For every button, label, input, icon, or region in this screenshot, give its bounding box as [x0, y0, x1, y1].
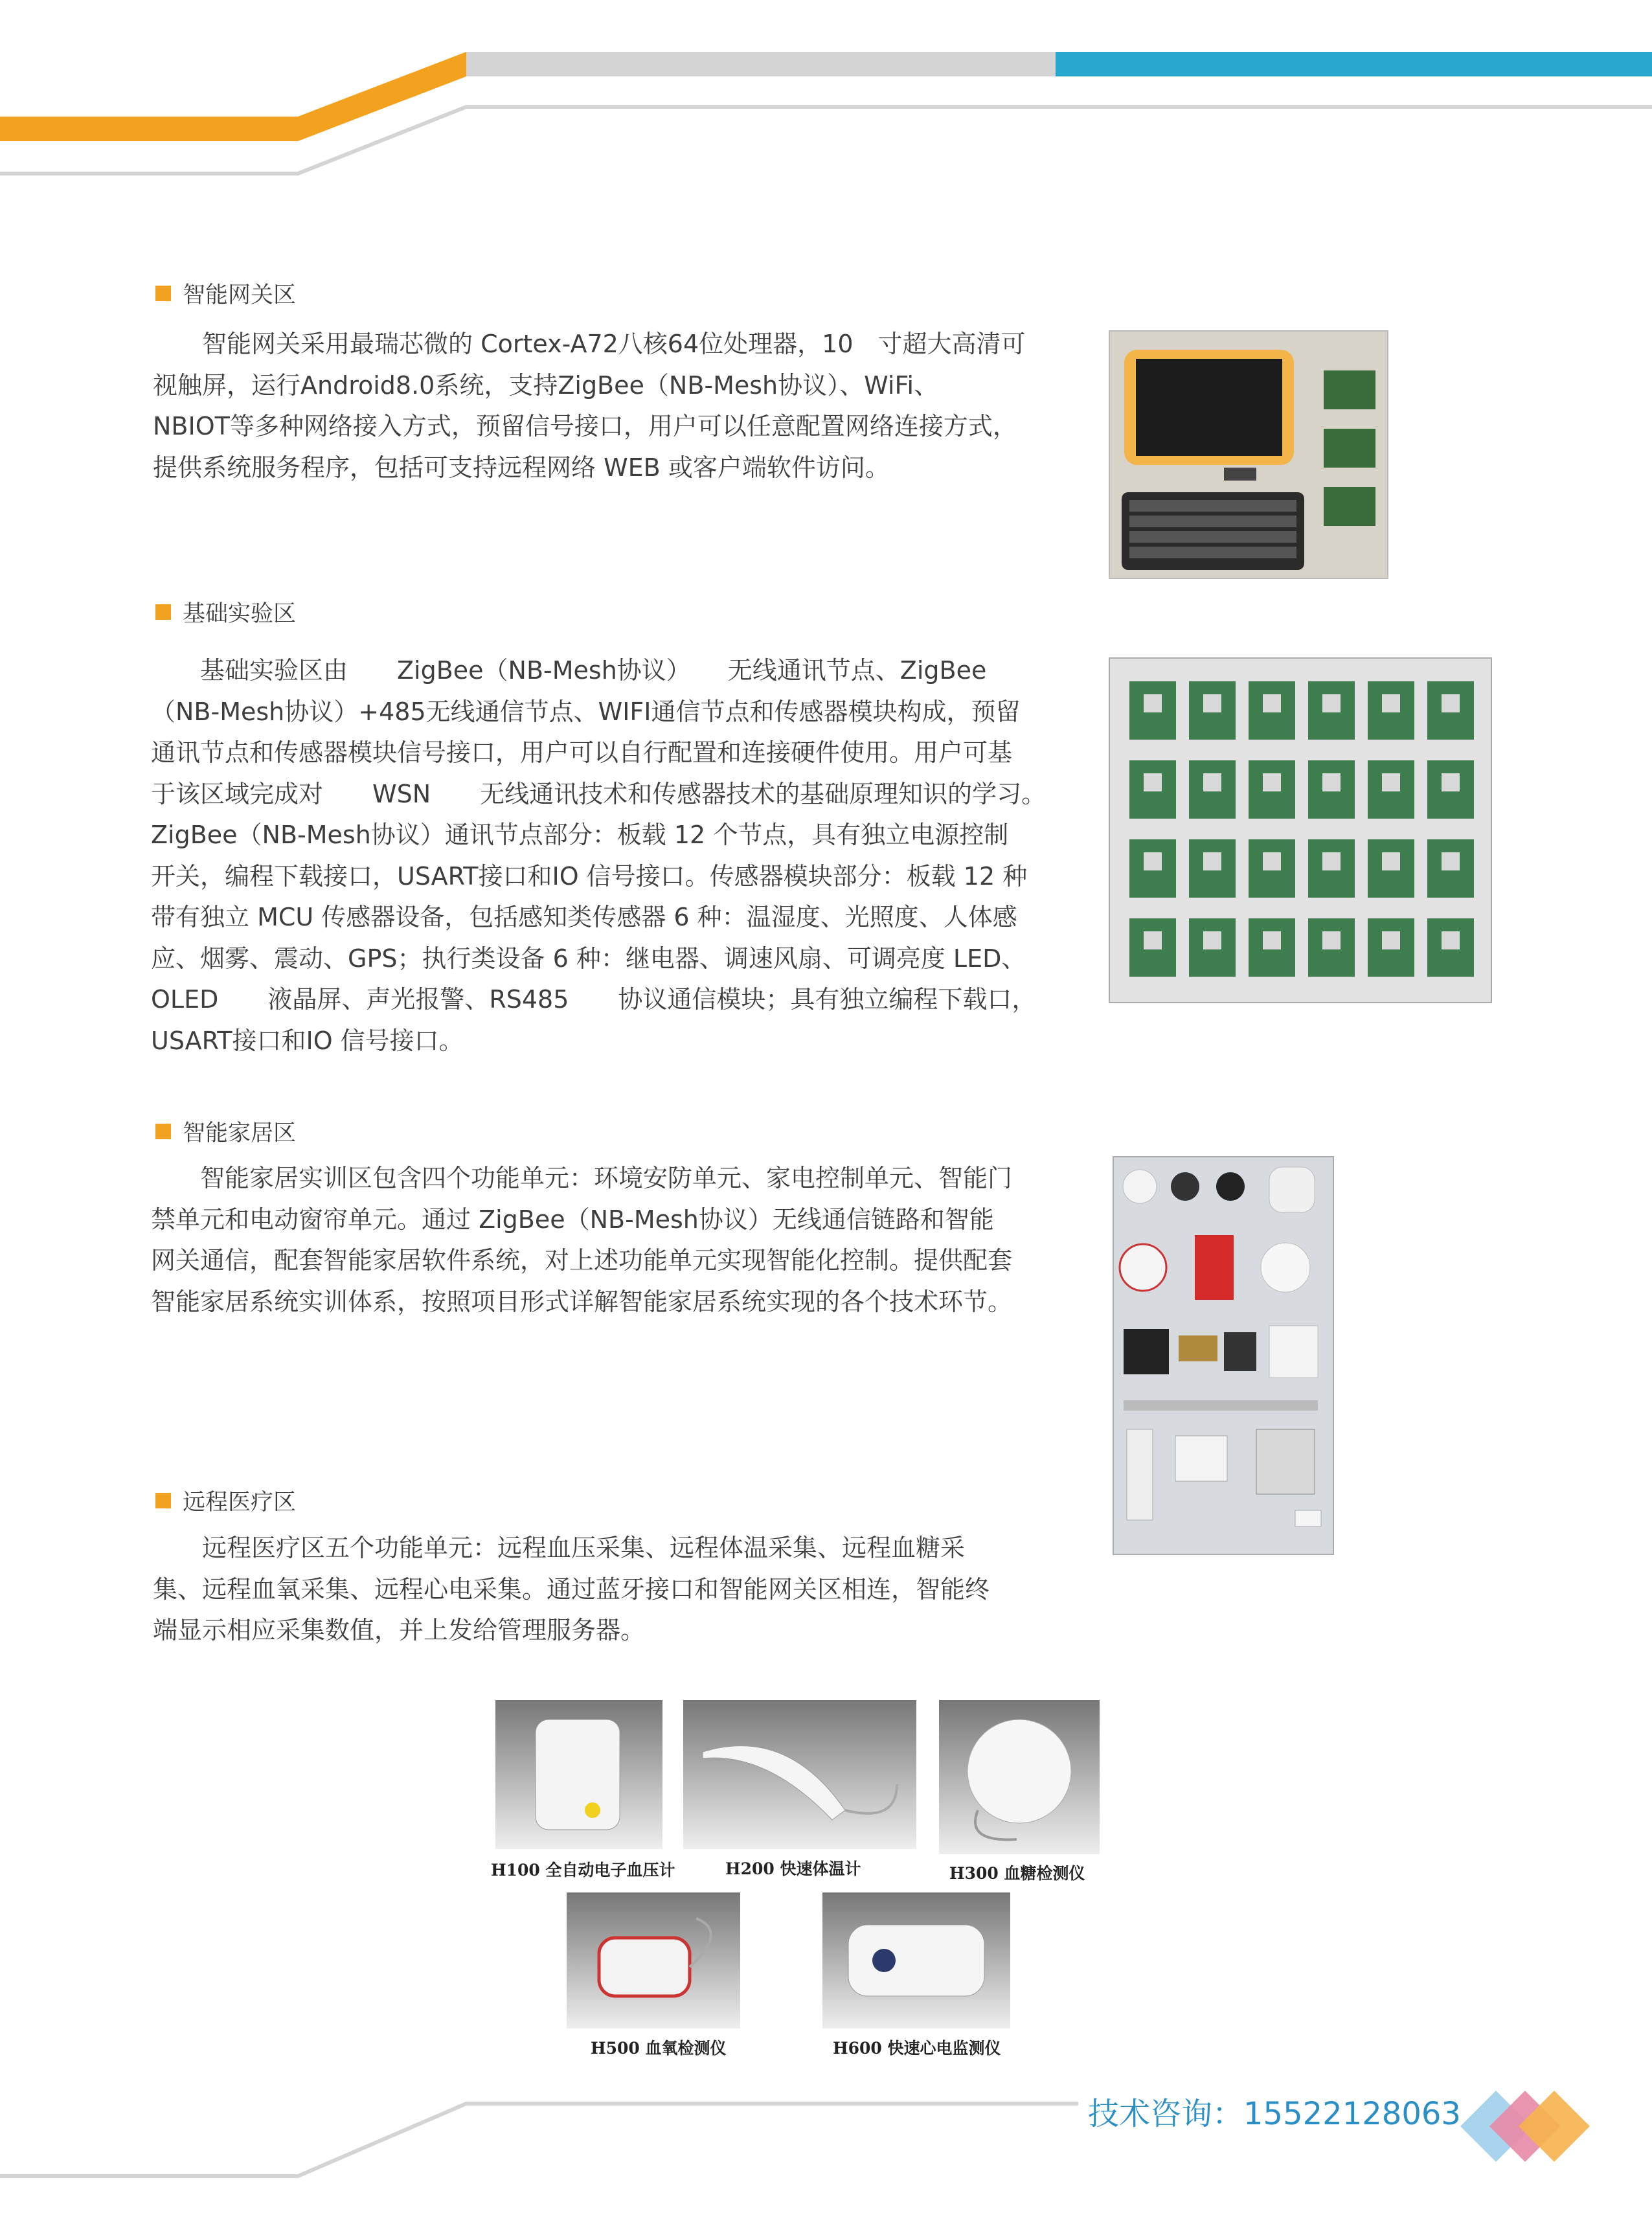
bullet-square-icon: [155, 286, 171, 301]
device-photo-h600: [822, 1892, 1010, 2028]
lab-module-sensor: [1144, 773, 1162, 791]
lab-module-sensor: [1322, 852, 1341, 870]
lab-module-sensor: [1263, 773, 1281, 791]
lab-module-sensor: [1322, 931, 1341, 949]
smart-home-photo: [1113, 1156, 1334, 1555]
lab-module-sensor: [1382, 852, 1400, 870]
lab-module-sensor: [1442, 931, 1460, 949]
device-caption-h300: H300 血糖检测仪: [949, 1864, 1085, 1883]
section-text-telemedicine: 远程医疗区五个功能单元：远程血压采集、远程体温采集、远程血糖采 集、远程血氧采集、远程心电采集。通过蓝牙接口和智能网关区相连，智能终 端显示相应采集数值，并上发给管理服务器。: [153, 1534, 990, 1644]
lab-module-sensor: [1322, 694, 1341, 712]
lab-module-sensor: [1442, 852, 1460, 870]
header-decoration: [0, 0, 1652, 188]
lab-module-sensor: [1382, 931, 1400, 949]
section-text-smart-home: 智能家居实训区包含四个功能单元：环境安防单元、家电控制单元、智能门 禁单元和电动窗帘单元。通过 ZigBee（NB-Mesh协议）无线通信链路和智能 网关通信，配套智能家居软件系统，对上述功能单元实现智能化控制。提供配套 智能家居系统实训体系，按照项目形式详解智能家居系统实现的各个技术环节。: [151, 1164, 1013, 1316]
device-photo-h300: [939, 1700, 1100, 1854]
lab-module-sensor: [1382, 773, 1400, 791]
lab-module-sensor: [1263, 852, 1281, 870]
device-caption-h600: H600 快速心电监测仪: [833, 2039, 1001, 2058]
lab-module-sensor: [1203, 773, 1221, 791]
lab-module-sensor: [1382, 694, 1400, 712]
lab-module-sensor: [1263, 931, 1281, 949]
device-caption-h100: H100 全自动电子血压计: [491, 1861, 675, 1880]
lab-module-sensor: [1322, 773, 1341, 791]
bullet-square-icon: [155, 1124, 171, 1139]
lab-module-sensor: [1144, 694, 1162, 712]
section-text-gateway: 智能网关采用最瑞芯微的 Cortex-A72八核64位处理器，10 寸超大高清可 视触屏，运行Android8.0系统，支持ZigBee（NB-Mesh协议）、WiFi、 NBIOT等多种网络接入方式，预留信号接口，用户可以任意配置网络连接方式， 提供系统服务程序，包括可支持远程网络 WEB 或客户端软件访问。: [153, 330, 1026, 482]
gateway-photo: [1109, 330, 1388, 579]
section-text-basic-lab: 基础实验区由 ZigBee（NB-Mesh协议） 无线通讯节点、ZigBee （NB-Mesh协议）+485无线通信节点、WIFI通信节点和传感器模块构成，预留 通讯节点和传感器模块信号接口，用户可以自行配置和连接硬件使用。用户可基 于该区域完成对 WSN 无线通讯技术和传感器技术的基础原理知识的学习。 ZigBee（NB-Mesh协议）通讯节点部分：板载 12 个节点，具有独立电源控制 开关，编程下载接口，USART接口和IO 信号接口。传感器模块部分：板载 12 种 带有独立 MCU 传感器设备，包括感知类传感器 6 种：温湿度、光照度、人体感 应、烟雾、震动、GPS；执行类设备 6 种：继电器、调速风扇、可调亮度 LED、 OLED 液晶屏、声光报警、RS485 协议通信模块；具有独立编程下载口， USART接口和IO 信号接口。: [151, 656, 1047, 1055]
lab-module-sensor: [1144, 931, 1162, 949]
device-photo-h100: [495, 1700, 662, 1849]
section-title-smart-home: 智能家居区: [155, 1115, 296, 1148]
section-title-gateway: 智能网关区: [155, 277, 296, 310]
tech-consult-contact: 技术咨询：15522128063: [1088, 2096, 1461, 2132]
lab-module-sensor: [1144, 852, 1162, 870]
lab-module-sensor: [1203, 694, 1221, 712]
section-title-basic-lab: 基础实验区: [155, 596, 296, 628]
device-caption-h200: H200 快速体温计: [725, 1859, 861, 1878]
device-photo-h200: [683, 1700, 916, 1849]
bullet-square-icon: [155, 1493, 171, 1508]
lab-module-sensor: [1263, 694, 1281, 712]
bullet-square-icon: [155, 604, 171, 620]
lab-module-sensor: [1203, 852, 1221, 870]
device-caption-h500: H500 血氧检测仪: [591, 2039, 727, 2058]
section-title-telemedicine: 远程医疗区: [155, 1484, 296, 1517]
lab-module-sensor: [1442, 694, 1460, 712]
device-photo-h500: [567, 1892, 740, 2028]
lab-module-sensor: [1442, 773, 1460, 791]
basic-lab-photo: [1109, 657, 1492, 1003]
lab-module-sensor: [1203, 931, 1221, 949]
